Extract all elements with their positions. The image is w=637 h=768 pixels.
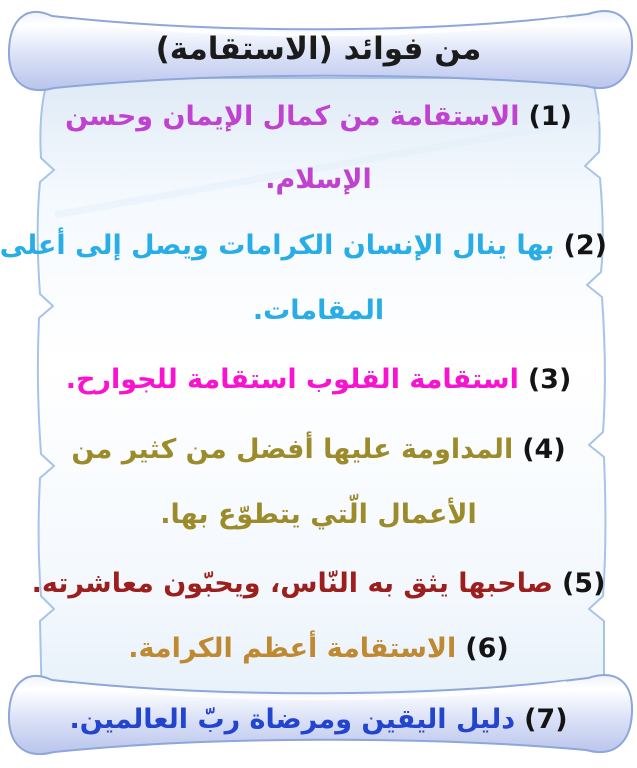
point-number-6: (6) [465, 633, 509, 664]
page-title: من فوائد (الاستقامة) [155, 31, 482, 67]
point-number-5: (5) [561, 568, 606, 599]
benefit-line-3 [30, 357, 607, 403]
benefit-line-4-cont [30, 492, 607, 538]
benefit-line-4 [30, 427, 607, 473]
point-text-5: صاحبها يثق به النّاس، ويحبّون معاشرته. [31, 568, 553, 599]
point-number-4: (4) [522, 434, 566, 465]
point-text-2: بها ينال الإنسان الكرامات ويصل إلى أعلى [0, 230, 555, 261]
point-number-1: (1) [528, 101, 572, 132]
point-text-2-cont: المقامات. [252, 295, 385, 326]
point-text-4-cont: الأعمال الّتي يتطوّع بها. [160, 499, 477, 530]
benefit-line-5 [30, 561, 607, 607]
point-number-7: (7) [524, 704, 568, 735]
point-number-3: (3) [527, 364, 572, 395]
point-number-2: (2) [563, 230, 607, 261]
point-text-1: الاستقامة من كمال الإيمان وحسن [65, 101, 520, 132]
point-text-1-cont: الإسلام. [265, 164, 372, 195]
benefit-line-1-cont [30, 157, 607, 203]
benefit-line-6 [30, 626, 607, 672]
benefit-line-1 [30, 94, 607, 140]
benefit-line-2 [0, 223, 607, 269]
point-text-3: استقامة القلوب استقامة للجوارح. [65, 364, 519, 395]
benefit-line-2-cont [30, 288, 607, 334]
point-text-7: دليل اليقين ومرضاة ربّ العالمين. [69, 704, 516, 735]
point-text-6: الاستقامة أعظم الكرامة. [128, 633, 457, 664]
benefit-line-7 [30, 697, 607, 743]
point-text-4: المداومة عليها أفضل من كثير من [71, 434, 514, 465]
